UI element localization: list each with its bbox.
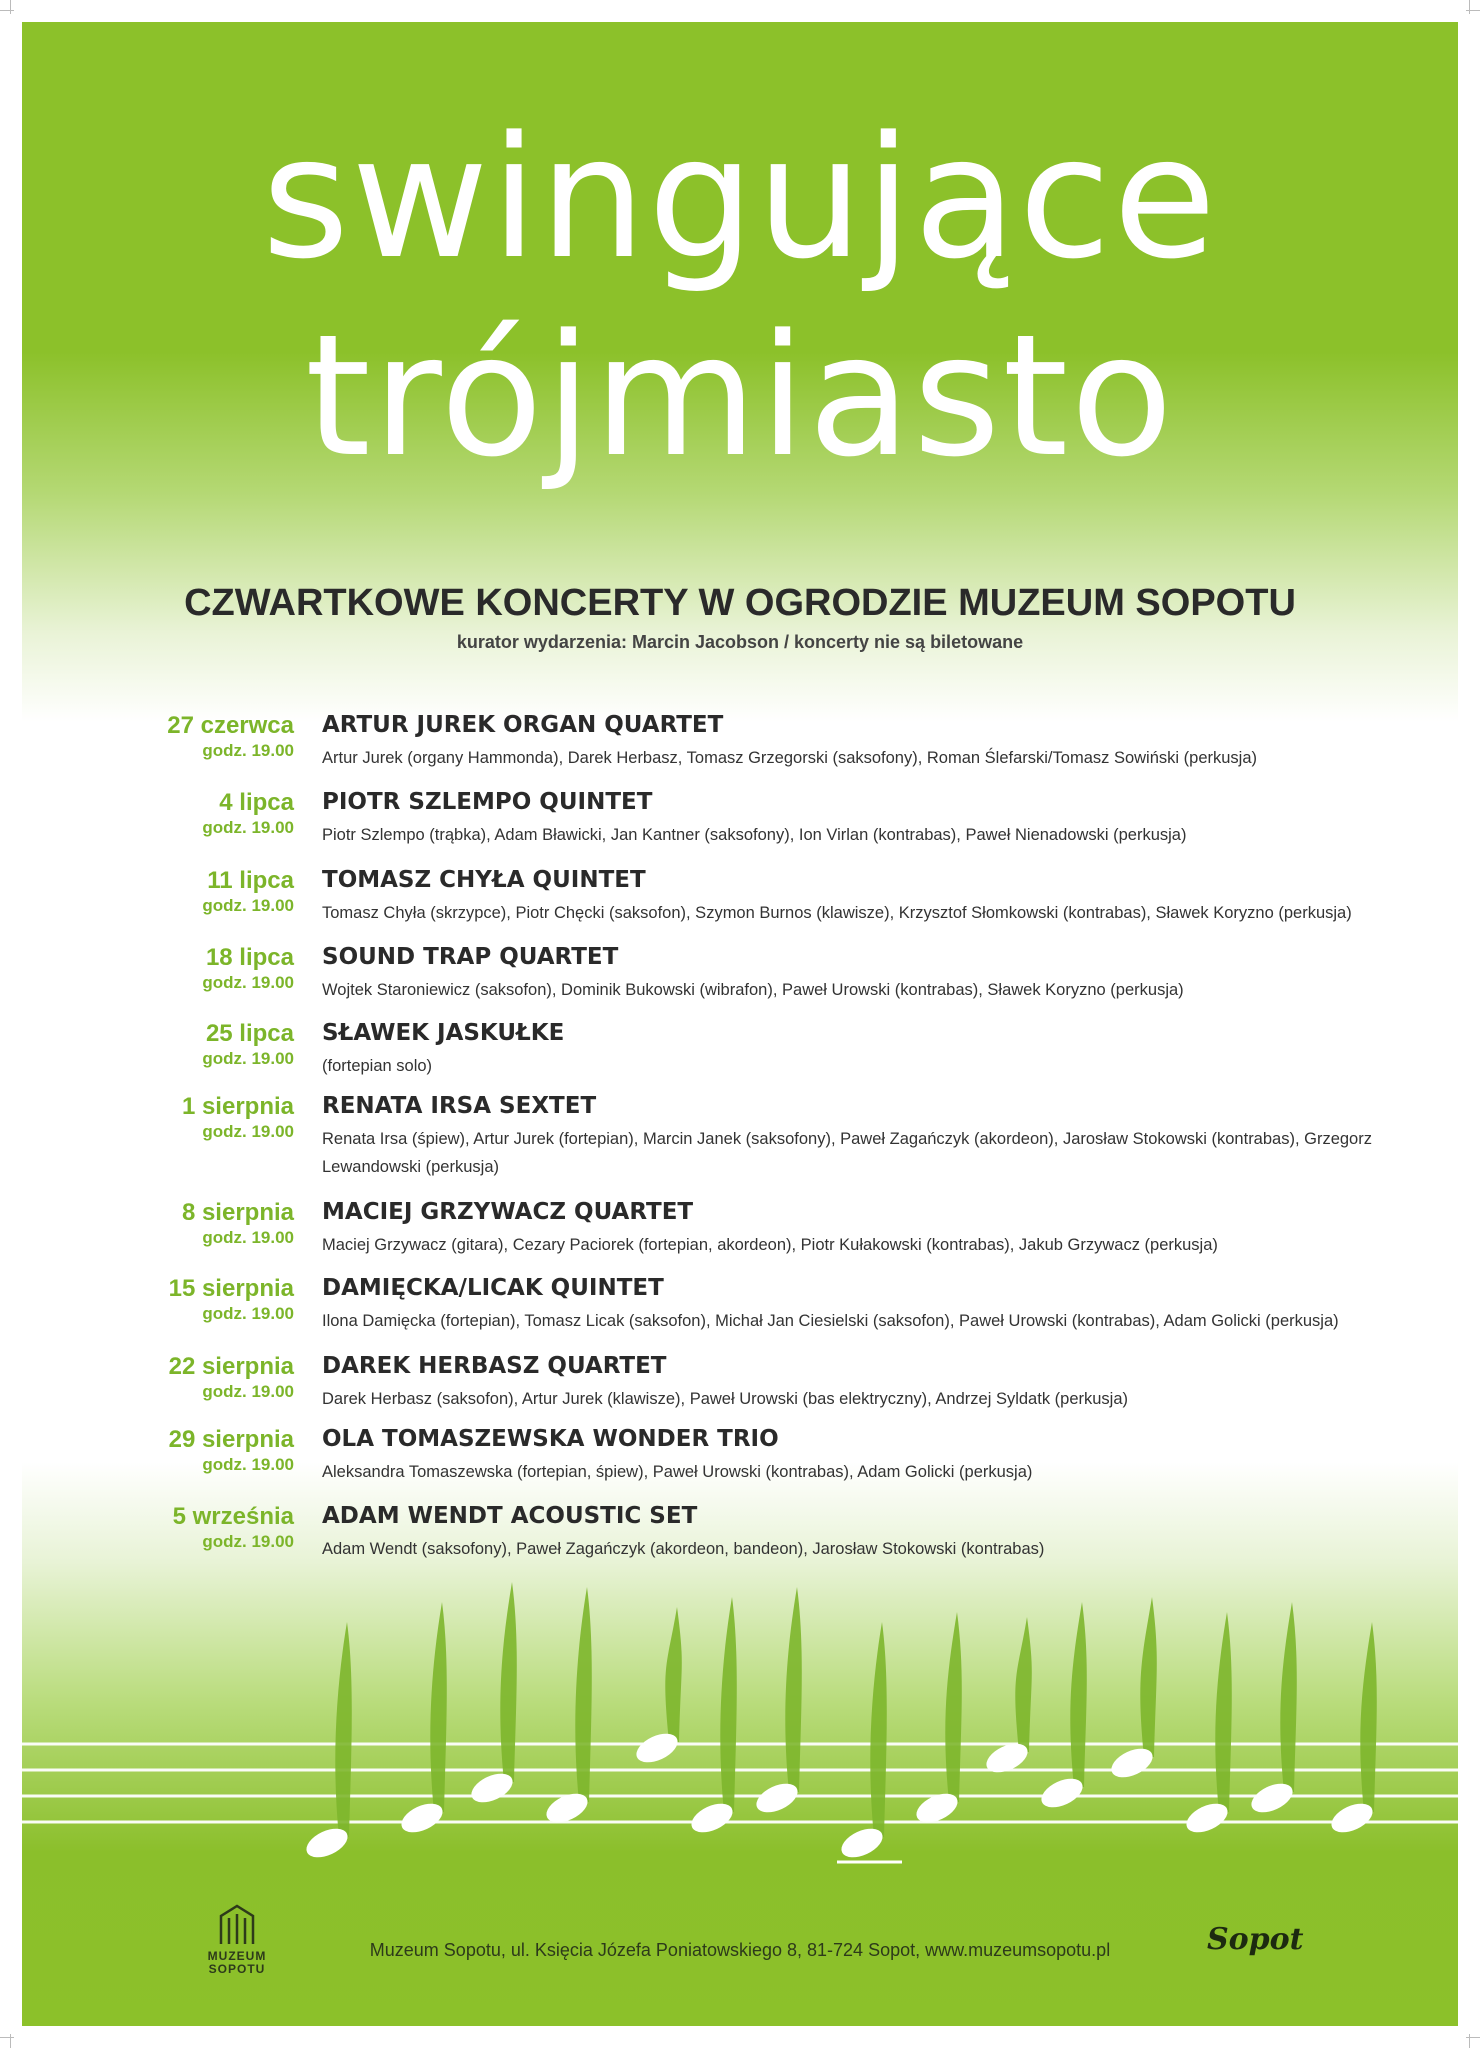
grass-blade [500, 1582, 516, 1782]
event-band: DAREK HERBASZ QUARTET [322, 1353, 667, 1379]
event-date: 29 sierpnia [168, 1426, 294, 1453]
event-date: 11 lipca [207, 867, 294, 894]
grass-blade [430, 1602, 446, 1812]
event-band: MACIEJ GRZYWACZ QUARTET [322, 1199, 694, 1225]
event-time: godz. 19.00 [202, 1532, 294, 1551]
event-date: 22 sierpnia [168, 1353, 294, 1380]
logo-text-line-1: MUZEUM [207, 1949, 267, 1963]
crop-mark [0, 10, 14, 11]
event-members: Piotr Szlempo (trąbka), Adam Bławicki, Jan Kantner (saksofony), Ion Virlan (kontrabas), Paweł Nienadowski (perkusja) [322, 826, 1187, 844]
event-date: 25 lipca [205, 1020, 294, 1047]
event-band: TOMASZ CHYŁA QUINTET [322, 867, 646, 893]
poster [22, 22, 1458, 2026]
grass-blade [1280, 1602, 1296, 1792]
event-members: Tomasz Chyła (skrzypce), Piotr Chęcki (saksofon), Szymon Burnos (klawisze), Krzysztof Słomkowski (kontrabas), Sławek Koryzno (perkusja) [322, 904, 1352, 922]
event-band: ADAM WENDT ACOUSTIC SET [322, 1503, 698, 1529]
event-members: (fortepian solo) [322, 1057, 433, 1075]
footer-address: Muzeum Sopotu, ul. Księcia Józefa Poniatowskiego 8, 81-724 Sopot, www.muzeumsopotu.pl [369, 1940, 1111, 1960]
crop-mark [1469, 2034, 1470, 2048]
event-band: SOUND TRAP QUARTET [322, 944, 619, 970]
grass-blade [335, 1622, 351, 1837]
event-members: Aleksandra Tomaszewska (fortepian, śpiew), Paweł Urowski (kontrabas), Adam Golicki (perkusja) [322, 1463, 1033, 1481]
event-time: godz. 19.00 [202, 1455, 294, 1474]
grass-blade [665, 1607, 681, 1742]
event-time: godz. 19.00 [202, 896, 294, 915]
crop-mark [1469, 0, 1470, 14]
crop-mark [10, 2034, 11, 2048]
event-members: Renata Irsa (śpiew), Artur Jurek (fortepian), Marcin Janek (saksofony), Paweł Zagańczyk (akordeon), Jarosław Stokowski (kontrabas), Grzegorz Lewandowski (perkusja) [322, 1130, 1372, 1176]
title-line-2: trójmiasto [304, 298, 1176, 494]
event-members: Ilona Damięcka (fortepian), Tomasz Licak (saksofon), Michał Jan Ciesielski (saksofon), Paweł Urowski (kontrabas), Adam Golicki (perkusja) [322, 1312, 1339, 1330]
grass-blade [1015, 1617, 1031, 1752]
event-band: RENATA IRSA SEXTET [322, 1093, 597, 1119]
event-date: 27 czerwca [167, 712, 294, 739]
event-band: ARTUR JUREK ORGAN QUARTET [322, 712, 724, 738]
grass-blade [1140, 1597, 1156, 1757]
event-time: godz. 19.00 [202, 973, 294, 992]
grass-blade [1360, 1622, 1376, 1812]
grass-blade [575, 1587, 591, 1802]
music-staff-illustration [22, 22, 1458, 2026]
grass-blade [785, 1587, 801, 1792]
event-time: godz. 19.00 [202, 1228, 294, 1247]
museum-logo [192, 1902, 282, 1976]
event-time: godz. 19.00 [202, 1304, 294, 1323]
event-band: PIOTR SZLEMPO QUINTET [322, 789, 653, 815]
event-time: godz. 19.00 [202, 1122, 294, 1141]
event-members: Adam Wendt (saksofony), Paweł Zagańczyk (akordeon, bandeon), Jarosław Stokowski (kontrabas) [322, 1540, 1045, 1558]
event-date: 4 lipca [219, 789, 294, 816]
staff-lines [22, 1744, 1458, 1822]
event-time: godz. 19.00 [202, 741, 294, 760]
event-band: SŁAWEK JASKUŁKE [322, 1020, 565, 1046]
sopot-logo: Sopot [1207, 1922, 1304, 1957]
event-members: Darek Herbasz (saksofon), Artur Jurek (klawisze), Paweł Urowski (bas elektryczny), Andrzej Syldatk (perkusja) [322, 1390, 1129, 1408]
grass-blade [1215, 1612, 1231, 1812]
grass-blade [720, 1597, 736, 1812]
event-date: 1 sierpnia [181, 1093, 294, 1120]
crop-mark [10, 0, 11, 14]
event-band: DAMIĘCKA/LICAK QUINTET [322, 1275, 664, 1301]
event-date: 8 sierpnia [181, 1199, 294, 1226]
event-time: godz. 19.00 [202, 1382, 294, 1401]
event-time: godz. 19.00 [202, 1049, 294, 1068]
subtitle: CZWARTKOWE KONCERTY W OGRODZIE MUZEUM SOPOTU [184, 582, 1296, 624]
grass-blade [1070, 1602, 1086, 1787]
grass-blade [945, 1612, 961, 1802]
crop-mark [0, 2037, 14, 2038]
title-line-1: swingujące [261, 100, 1219, 296]
event-time: godz. 19.00 [202, 818, 294, 837]
event-members: Artur Jurek (organy Hammonda), Darek Herbasz, Tomasz Grzegorski (saksofony), Roman Ślefarski/Tomasz Sowiński (perkusja) [322, 749, 1257, 767]
event-date: 15 sierpnia [168, 1275, 294, 1302]
event-band: OLA TOMASZEWSKA WONDER TRIO [322, 1426, 779, 1452]
grass-blade [870, 1622, 886, 1837]
event-date: 5 września [172, 1503, 294, 1530]
logo-text-line-2: SOPOTU [208, 1962, 266, 1976]
curator-note: kurator wydarzenia: Marcin Jacobson / koncerty nie są biletowane [456, 632, 1024, 652]
event-members: Maciej Grzywacz (gitara), Cezary Paciorek (fortepian, akordeon), Piotr Kułakowski (kontrabas), Jakub Grzywacz (perkusja) [322, 1236, 1218, 1254]
event-members: Wojtek Staroniewicz (saksofon), Dominik Bukowski (wibrafon), Paweł Urowski (kontrabas), Sławek Koryzno (perkusja) [322, 981, 1184, 999]
event-date: 18 lipca [205, 944, 294, 971]
